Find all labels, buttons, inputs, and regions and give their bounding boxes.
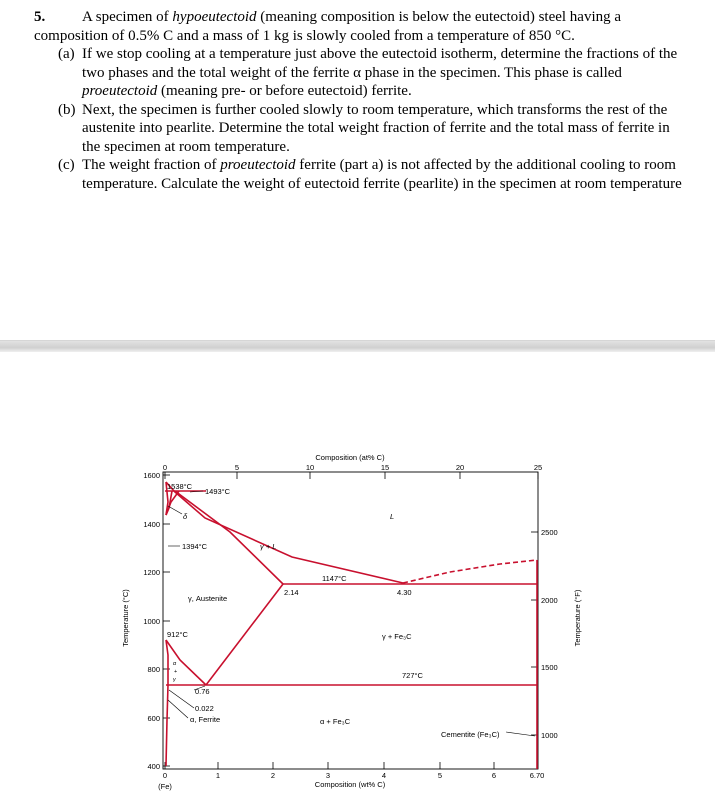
part-label: (a) bbox=[58, 46, 75, 62]
top-tick-label: 0 bbox=[162, 463, 168, 472]
region-labels bbox=[167, 482, 500, 739]
iron-carbon-phase-diagram bbox=[0, 352, 715, 794]
top-tick-label: 25 bbox=[533, 463, 543, 472]
right-tick-label: 2000 bbox=[541, 596, 558, 605]
left-tick-label: 1000 bbox=[143, 617, 160, 626]
top-tick-label: 15 bbox=[380, 463, 390, 472]
label-1538: 1538°C bbox=[167, 482, 193, 491]
label-plus-small: + bbox=[174, 669, 178, 675]
page-divider bbox=[0, 340, 715, 352]
left-tick-labels bbox=[143, 471, 160, 771]
label-gamma-liquid: γ + L bbox=[260, 542, 277, 551]
solidus-line bbox=[175, 491, 283, 584]
bottom-tick-label: 4 bbox=[381, 771, 387, 780]
top-tick-label: 20 bbox=[455, 463, 465, 472]
a3-line bbox=[166, 640, 206, 685]
right-tick-label: 1500 bbox=[541, 663, 558, 672]
label-214: 2.14 bbox=[284, 588, 299, 597]
problem-intro: 5. A specimen of hypoeutectoid (meaning composition is below the eutectoid) steel having a composition of 0.5% C and a mass of 1 kg is slowly cooled from a temperature of 850 °C. bbox=[34, 9, 622, 44]
right-tick-labels bbox=[541, 528, 558, 740]
problem-statement bbox=[34, 8, 684, 193]
left-tick-label: 1600 bbox=[143, 471, 160, 480]
liquidus-line bbox=[166, 482, 403, 583]
left-tick-label: 1400 bbox=[143, 520, 160, 529]
bottom-ticks bbox=[165, 762, 494, 769]
plot-frame bbox=[163, 472, 538, 769]
bottom-tick-label: 3 bbox=[325, 771, 331, 780]
bottom-tick-label: 2 bbox=[270, 771, 276, 780]
label-gamma-fe3c: γ + Fe₃C bbox=[382, 632, 412, 641]
bottom-tick-label: 0 bbox=[162, 771, 168, 780]
phase-boundaries bbox=[165, 482, 537, 769]
top-tick-labels bbox=[163, 463, 542, 472]
label-912: 912°C bbox=[167, 630, 188, 639]
label-076: 0.76 bbox=[195, 687, 210, 696]
label-1394: 1394°C bbox=[182, 542, 208, 551]
label-alpha-small: α bbox=[173, 661, 177, 667]
leader-ferrite bbox=[168, 700, 188, 718]
liquidus-fe3c-line bbox=[403, 560, 537, 583]
label-ferrite: α, Ferrite bbox=[190, 715, 221, 724]
label-austenite: γ, Austenite bbox=[188, 594, 228, 603]
right-tick-label: 1000 bbox=[541, 731, 558, 740]
part-c: (c) The weight fraction of proeutectoid ferrite (part a) is not affected by the additional cooling to room temperature. Calculate the weight of eutectoid ferrite (pearlite) in the specimen at room temperature bbox=[58, 157, 682, 192]
bottom-tick-label: 1 bbox=[215, 771, 221, 780]
leader-0022 bbox=[169, 690, 194, 708]
bottom-tick-label: 6 bbox=[491, 771, 497, 780]
left-tick-label: 1200 bbox=[143, 568, 160, 577]
alpha-boundary bbox=[166, 640, 168, 685]
label-liquid: L bbox=[390, 512, 395, 521]
label-delta: δ bbox=[183, 512, 188, 521]
label-alpha-fe3c: α + Fe₃C bbox=[320, 717, 351, 726]
label-cementite: Cementite (Fe₃C) bbox=[441, 730, 500, 739]
label-0022: 0.022 bbox=[195, 704, 214, 713]
problem-number: 5. bbox=[34, 9, 46, 25]
right-axis-title: Temperature (°F) bbox=[573, 589, 582, 647]
part-a: (a) If we stop cooling at a temperature just above the eutectoid isotherm, determine the fractions of the two phases and the total weight of the ferrite α phase in the specimen. This phase is called proeutectoid (meaning pre- or before eutectoid) ferrite. bbox=[58, 46, 678, 99]
label-gamma-small: γ bbox=[173, 677, 176, 683]
left-axis-title: Temperature (°C) bbox=[121, 589, 130, 647]
leader-delta bbox=[168, 506, 182, 514]
part-b: (b) Next, the specimen is further cooled slowly to room temperature, which transforms the rest of the austenite into pearlite. Determine the total weight fraction of ferrite and the total mass of ferrite in the specimen at room temperature. bbox=[58, 101, 670, 155]
bottom-origin-label: (Fe) bbox=[158, 782, 172, 791]
label-1147: 1147°C bbox=[322, 574, 347, 583]
left-tick-label: 800 bbox=[147, 665, 160, 674]
part-label: (b) bbox=[58, 101, 76, 118]
bottom-axis-title: Composition (wt% C) bbox=[314, 780, 386, 789]
bottom-tick-label: 6.70 bbox=[529, 771, 545, 780]
label-1493: 1493°C bbox=[205, 487, 231, 496]
bottom-tick-label: 5 bbox=[437, 771, 443, 780]
top-tick-label: 10 bbox=[305, 463, 315, 472]
leader-cementite bbox=[506, 732, 535, 736]
left-tick-label: 600 bbox=[147, 714, 160, 723]
alpha-solvus bbox=[166, 685, 168, 766]
left-tick-label: 400 bbox=[147, 762, 160, 771]
right-tick-label: 2500 bbox=[541, 528, 558, 537]
label-430: 4.30 bbox=[397, 588, 412, 597]
top-axis-title: Composition (at% C) bbox=[315, 453, 385, 462]
top-ticks bbox=[165, 472, 538, 479]
top-tick-label: 5 bbox=[234, 463, 240, 472]
label-727: 727°C bbox=[402, 671, 423, 680]
part-label: (c) bbox=[58, 157, 75, 173]
